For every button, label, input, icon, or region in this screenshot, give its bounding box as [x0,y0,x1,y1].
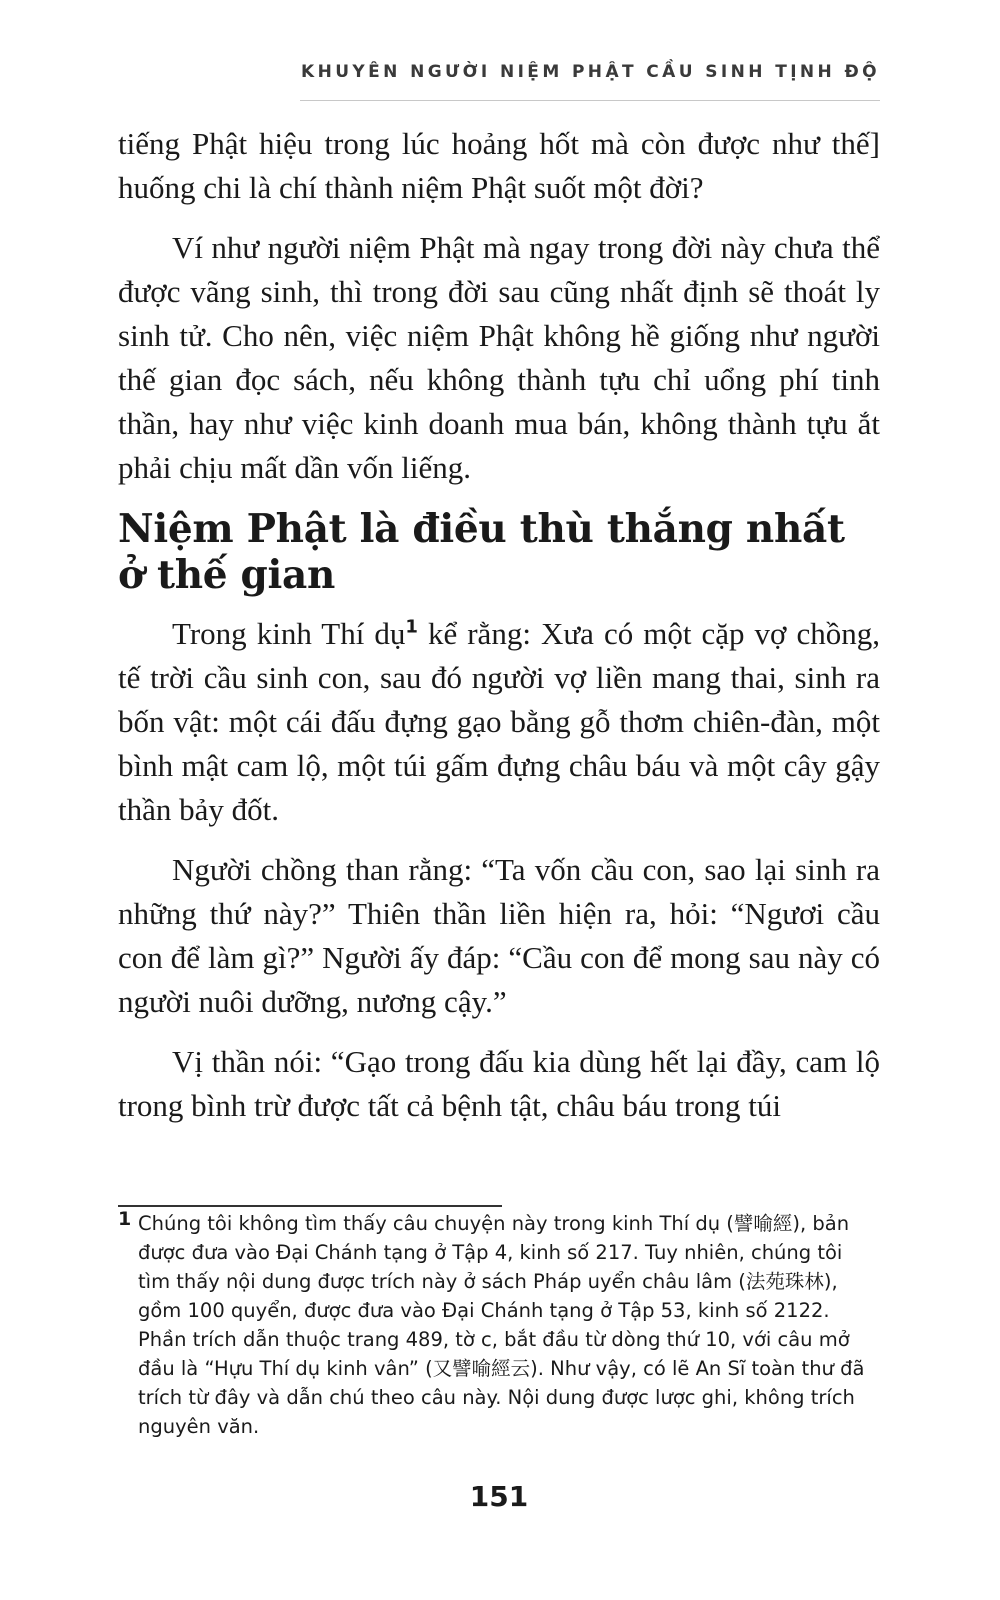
page-number: 151 [469,1480,529,1513]
paragraph-3-start: Trong kinh Thí dụ [172,616,406,651]
paragraph-4: Người chồng than rằng: “Ta vốn cầu con, sao lại sinh ra những thứ này?” Thiên thần liền hiện ra, hỏi: “Ngươi cầu con để làm gì?” Người ấy đáp: “Cầu con để mong sau này có người nuôi dưỡng, nương cậy.” [118,852,880,1019]
paragraph-3-rest: kể rằng: Xưa có một cặp vợ chồng, tế trời cầu sinh con, sau đó người vợ liền mang thai, sinh ra bốn vật: một cái đấu đựng gạo bằng gỗ thơm chiên-đàn, một bình mật cam lộ, một túi gấm đựng châu báu và một cây gậy thần bảy đốt. [118,616,880,827]
running-header: KHUYÊN NGƯỜI NIỆM PHẬT CẦU SINH TỊNH ĐỘ [301,62,880,82]
paragraph-5: Vị thần nói: “Gạo trong đấu kia dùng hết lại đầy, cam lộ trong bình trừ được tất cả bệnh tật, châu báu trong túi [118,1044,880,1123]
footnote [118,1209,880,1441]
body-text [118,122,880,1144]
footnote-reference[interactable]: 1 [405,616,418,638]
footnote-rule [118,1205,502,1207]
book-page [118,0,880,1600]
section-heading: Niệm Phật là điều thù thắng nhất ở thế gian [118,506,845,598]
paragraph-3 [118,612,880,832]
paragraph-1: tiếng Phật hiệu trong lúc hoảng hốt mà còn được như thế] huống chi là chí thành niệm Phật suốt một đời? [118,126,880,205]
paragraph-2: Ví như người niệm Phật mà ngay trong đời này chưa thể được vãng sinh, thì trong đời sau cũng nhất định sẽ thoát ly sinh tử. Cho nên, việc niệm Phật không hề giống như người thế gian đọc sách, nếu không thành tựu chỉ uổng phí tinh thần, hay như việc kinh doanh mua bán, không thành tựu ắt phải chịu mất dần vốn liếng. [118,230,880,485]
footnote-number: 1 [118,1208,132,1230]
footnote-text: Chúng tôi không tìm thấy câu chuyện này trong kinh Thí dụ (譬喻經), bản được đưa vào Đại Chánh tạng ở Tập 4, kinh số 217. Tuy nhiên, chúng tôi tìm thấy nội dung được trích này ở sách Pháp uyển châu lâm (法苑珠林), gồm 100 quyển, được đưa vào Đại Chánh tạng ở Tập 53, kinh số 2122. Phần trích dẫn thuộc trang 489, tờ c, bắt đầu từ dòng thứ 10, với câu mở đầu là “Hựu Thí dụ kinh vân” (又譬喻經云). Như vậy, có lẽ An Sĩ toàn thư đã trích từ đây và dẫn chú theo câu này. Nội dung được lược ghi, không trích nguyên văn. [138,1212,865,1438]
header-rule [300,100,880,101]
